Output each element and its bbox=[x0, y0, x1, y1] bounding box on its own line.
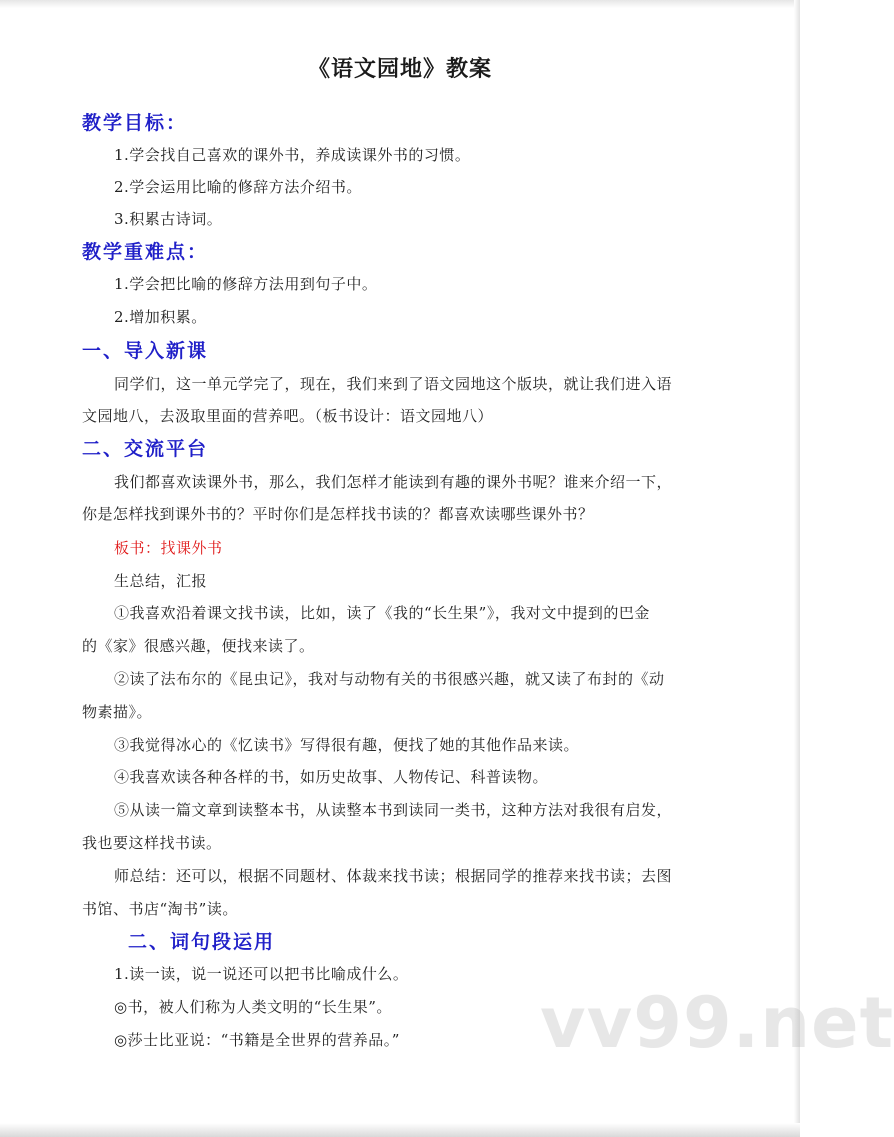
intro-paragraph-line: 同学们，这一单元学完了，现在，我们来到了语文园地这个版块，就让我们进入语 bbox=[114, 375, 673, 393]
intro-heading: 一、导入新课 bbox=[82, 340, 209, 362]
report-line: 物素描》。 bbox=[82, 703, 153, 721]
key-points-heading: 教学重难点： bbox=[82, 241, 209, 263]
student-summary-label: 生总结，汇报 bbox=[114, 572, 208, 590]
report-line: ③我觉得冰心的《忆读书》写得很有趣，便找了她的其他作品来读。 bbox=[114, 736, 580, 754]
exchange-paragraph-line: 我们都喜欢读课外书，那么，我们怎样才能读到有趣的课外书呢？谁来介绍一下， bbox=[114, 473, 673, 491]
usage-line: ◎书，被人们称为人类文明的“长生果”。 bbox=[114, 998, 392, 1016]
page-edge-bottom bbox=[0, 1123, 800, 1137]
intro-paragraph-line: 文园地八，去汲取里面的营养吧。（板书设计：语文园地八） bbox=[82, 407, 494, 425]
watermark: vv99.net bbox=[540, 982, 894, 1064]
objective-item: 1.学会找自己喜欢的课外书，养成读课外书的习惯。 bbox=[114, 146, 471, 164]
teacher-summary-line: 书馆、书店“淘书”读。 bbox=[82, 900, 238, 918]
board-note: 板书：找课外书 bbox=[114, 539, 223, 557]
report-line: 我也要这样找书读。 bbox=[82, 834, 222, 852]
teacher-summary-line: 师总结：还可以，根据不同题材、体裁来找书读；根据同学的推荐来找书读；去图 bbox=[114, 867, 673, 885]
report-line: ①我喜欢沿着课文找书读，比如，读了《我的“长生果”》，我对文中提到的巴金 bbox=[114, 604, 650, 622]
exchange-heading: 二、交流平台 bbox=[82, 438, 209, 460]
objectives-heading: 教学目标： bbox=[82, 112, 188, 134]
report-line: ⑤从读一篇文章到读整本书，从读整本书到读同一类书，这种方法对我很有启发， bbox=[114, 801, 673, 819]
exchange-paragraph-line: 你是怎样找到课外书的？平时你们是怎样找书读的？都喜欢读哪些课外书？ bbox=[82, 505, 594, 523]
key-point-item: 2.增加积累。 bbox=[114, 308, 207, 326]
usage-heading: 二、词句段运用 bbox=[128, 931, 276, 953]
page-edge-right bbox=[794, 0, 800, 1137]
page-title: 《语文园地》教案 bbox=[307, 57, 492, 82]
key-point-item: 1.学会把比喻的修辞方法用到句子中。 bbox=[114, 275, 378, 293]
report-line: ④我喜欢读各种各样的书，如历史故事、人物传记、科普读物。 bbox=[114, 768, 549, 786]
usage-line: 1.读一读，说一说还可以把书比喻成什么。 bbox=[114, 965, 409, 983]
report-line: 的《家》很感兴趣，便找来读了。 bbox=[82, 637, 315, 655]
report-line: ②读了法布尔的《昆虫记》，我对与动物有关的书很感兴趣，就又读了布封的《动 bbox=[114, 670, 665, 688]
objective-item: 3.积累古诗词。 bbox=[114, 210, 223, 228]
page-edge-top bbox=[0, 0, 800, 8]
usage-line: ◎莎士比亚说：“书籍是全世界的营养品。” bbox=[114, 1031, 400, 1049]
objective-item: 2.学会运用比喻的修辞方法介绍书。 bbox=[114, 178, 362, 196]
